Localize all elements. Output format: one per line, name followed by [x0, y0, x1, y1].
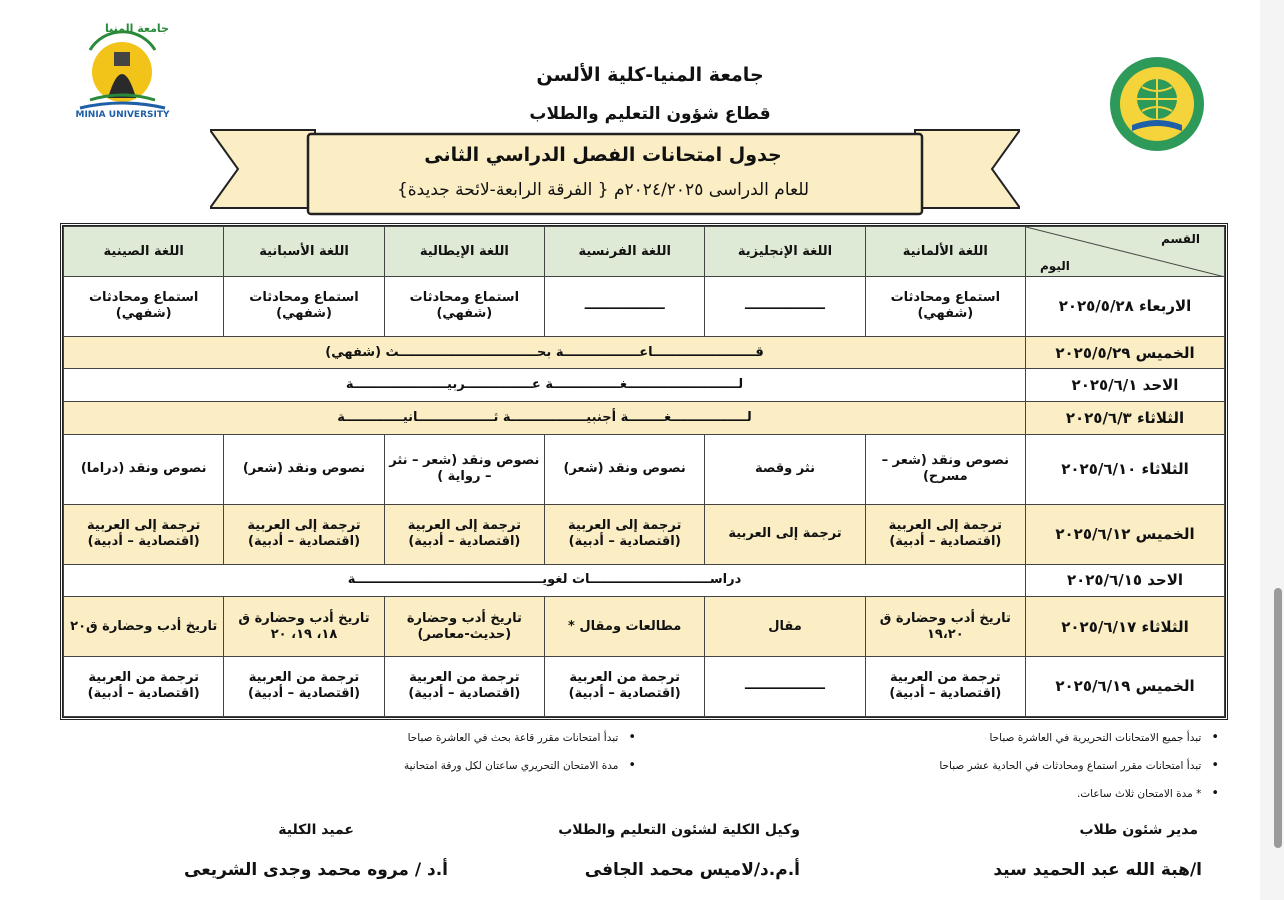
exam-cell: تاريخ أدب وحضارة ق ١٩،٢٠ — [865, 597, 1025, 657]
exam-cell: ــــــــــــــــــ — [545, 277, 705, 337]
exam-cell: نثر وقصة — [705, 434, 865, 504]
exam-cell: مطالعات ومقال * — [545, 597, 705, 657]
exam-cell: نصوص ونقد (شعر – نثر – رواية ) — [384, 434, 544, 504]
exam-cell: ترجمة من العربية (اقتصادية – أدبية) — [224, 656, 384, 716]
exam-cell: ترجمة من العربية (اقتصادية – أدبية) — [384, 656, 544, 716]
column-header: اللغة الصينية — [64, 227, 224, 277]
exam-cell: ترجمة من العربية (اقتصادية – أدبية) — [64, 656, 224, 716]
exam-cell: ــــــــــــــــــ — [705, 656, 865, 716]
note-exam-duration-three-hours: • * مدة الامتحان ثلاث ساعات. — [1077, 786, 1219, 801]
column-header: اللغة الألمانية — [865, 227, 1025, 277]
exam-cell: نصوص ونقد (شعر – مسرح) — [865, 434, 1025, 504]
table-row — [64, 402, 1225, 435]
table-row — [64, 597, 1225, 657]
exam-cell: ترجمة إلى العربية (اقتصادية – أدبية) — [224, 504, 384, 564]
column-header: اللغة الإنجليزية — [705, 227, 865, 277]
exam-cell: ترجمة إلى العربية (اقتصادية – أدبية) — [545, 504, 705, 564]
day-cell: الثلاثاء ٢٠٢٥/٦/١٧ — [1026, 597, 1225, 657]
table-row — [64, 656, 1225, 716]
exam-cell: ترجمة من العربية (اقتصادية – أدبية) — [865, 656, 1025, 716]
vice-dean-name: أ.م.د/لاميس محمد الجافى — [584, 860, 800, 880]
dean-name: أ.د / مروه محمد وجدى الشريعى — [184, 860, 448, 880]
note-listening-exams-start: • تبدأ امتحانات مقرر استماع ومحادثات في الحادية عشر صباحا — [939, 758, 1219, 773]
day-cell: الاحد ٢٠٢٥/٦/١ — [1026, 369, 1225, 402]
table-row — [64, 336, 1225, 369]
day-cell: الخميس ٢٠٢٥/٦/١٩ — [1026, 656, 1225, 716]
merged-exam-cell: قـــــــــــــــــــــــاعـــــــــــــــــة بحـــــــــــــــــــــــــــــــث (شفهي) — [64, 336, 1026, 369]
table-row — [64, 504, 1225, 564]
banner-title: جدول امتحانات الفصل الدراسي الثانى — [424, 144, 782, 166]
exam-cell: ترجمة من العربية (اقتصادية – أدبية) — [545, 656, 705, 716]
exam-cell: مقال — [705, 597, 865, 657]
corner-day-label: اليوم — [1040, 259, 1070, 273]
exam-cell: استماع ومحادثات (شفهي) — [865, 277, 1025, 337]
exam-cell: ترجمة إلى العربية — [705, 504, 865, 564]
table-row — [64, 277, 1225, 337]
note-written-exam-duration: • مدة الامتحان التحريري ساعتان لكل ورقة امتحانية — [404, 758, 636, 773]
scrollbar-thumb[interactable] — [1274, 588, 1282, 848]
corner-department-label: القسم — [1161, 232, 1200, 246]
day-cell: الثلاثاء ٢٠٢٥/٦/١٠ — [1026, 434, 1225, 504]
exam-cell: تاريخ أدب وحضارة ق٢٠ — [64, 597, 224, 657]
banner-ribbon — [210, 124, 1020, 218]
exam-cell: ــــــــــــــــــ — [705, 277, 865, 337]
dean-title: عميد الكلية — [278, 822, 354, 838]
column-header: اللغة الأسبانية — [224, 227, 384, 277]
day-cell: الاحد ٢٠٢٥/٦/١٥ — [1026, 564, 1225, 597]
note-written-exams-start: • تبدأ جميع الامتحانات التحريرية في العاشرة صباحا — [989, 730, 1219, 745]
exam-cell: نصوص ونقد (شعر) — [545, 434, 705, 504]
merged-exam-cell: لـــــــــــــــــــــــــغـــــــــــــــة عـــــــــــــــربيـــــــــــــــــــــة — [64, 369, 1026, 402]
exam-schedule-table — [60, 223, 1228, 720]
exam-cell: نصوص ونقد (شعر) — [224, 434, 384, 504]
day-cell: الخميس ٢٠٢٥/٥/٢٩ — [1026, 336, 1225, 369]
exam-cell: تاريخ أدب وحضارة ق ١٨، ١٩، ٢٠ — [224, 597, 384, 657]
exam-cell: استماع ومحادثات (شفهي) — [224, 277, 384, 337]
exam-cell: استماع ومحادثات (شفهي) — [384, 277, 544, 337]
day-cell: الخميس ٢٠٢٥/٦/١٢ — [1026, 504, 1225, 564]
logo-left-arabic: جامعة المنيا — [105, 22, 169, 35]
table-header-row — [64, 227, 1225, 277]
column-header: اللغة الفرنسية — [545, 227, 705, 277]
student-affairs-manager-title: مدير شئون طلاب — [1079, 822, 1198, 838]
day-cell: الاربعاء ٢٠٢٥/٥/٢٨ — [1026, 277, 1225, 337]
logo-left-english: MINIA UNIVERSITY — [75, 110, 170, 120]
sector-title: قطاع شؤون التعليم والطلاب — [529, 104, 771, 124]
exam-cell: ترجمة إلى العربية (اقتصادية – أدبية) — [865, 504, 1025, 564]
table-row — [64, 369, 1225, 402]
exam-cell: ترجمة إلى العربية (اقتصادية – أدبية) — [384, 504, 544, 564]
vice-dean-title: وكيل الكلية لشئون التعليم والطلاب — [558, 822, 800, 838]
corner-cell — [1026, 227, 1225, 277]
table-row — [64, 434, 1225, 504]
exam-cell: استماع ومحادثات (شفهي) — [64, 277, 224, 337]
note-research-exams-start: • تبدأ امتحانات مقرر قاعة بحث في العاشرة صباحا — [408, 730, 636, 745]
banner-subtitle: للعام الدراسى ٢٠٢٤/٢٠٢٥م { الفرقة الرابعة-لائحة جديدة} — [396, 180, 810, 200]
exam-cell: ترجمة إلى العربية (اقتصادية – أدبية) — [64, 504, 224, 564]
student-affairs-manager-name: ا/هبة الله عبد الحميد سيد — [993, 860, 1202, 880]
university-college-title: جامعة المنيا-كلية الألسن — [536, 64, 764, 86]
merged-exam-cell: لـــــــــــــــــغــــــــة أجنبيـــــــــــــــــة ثـــــــــــــــــانيـــــــــــــة — [64, 402, 1026, 435]
table-row — [64, 564, 1225, 597]
merged-exam-cell: دراســـــــــــــــــــــــــــات لغويــــــــــــــــــــــــــــــــــــــــــة — [64, 564, 1026, 597]
minia-university-logo — [70, 20, 175, 125]
day-cell: الثلاثاء ٢٠٢٥/٦/٣ — [1026, 402, 1225, 435]
exam-cell: تاريخ أدب وحضارة (حديث-معاصر) — [384, 597, 544, 657]
faculty-of-alsun-logo — [1108, 55, 1206, 153]
exam-cell: نصوص ونقد (دراما) — [64, 434, 224, 504]
column-header: اللغة الإيطالية — [384, 227, 544, 277]
